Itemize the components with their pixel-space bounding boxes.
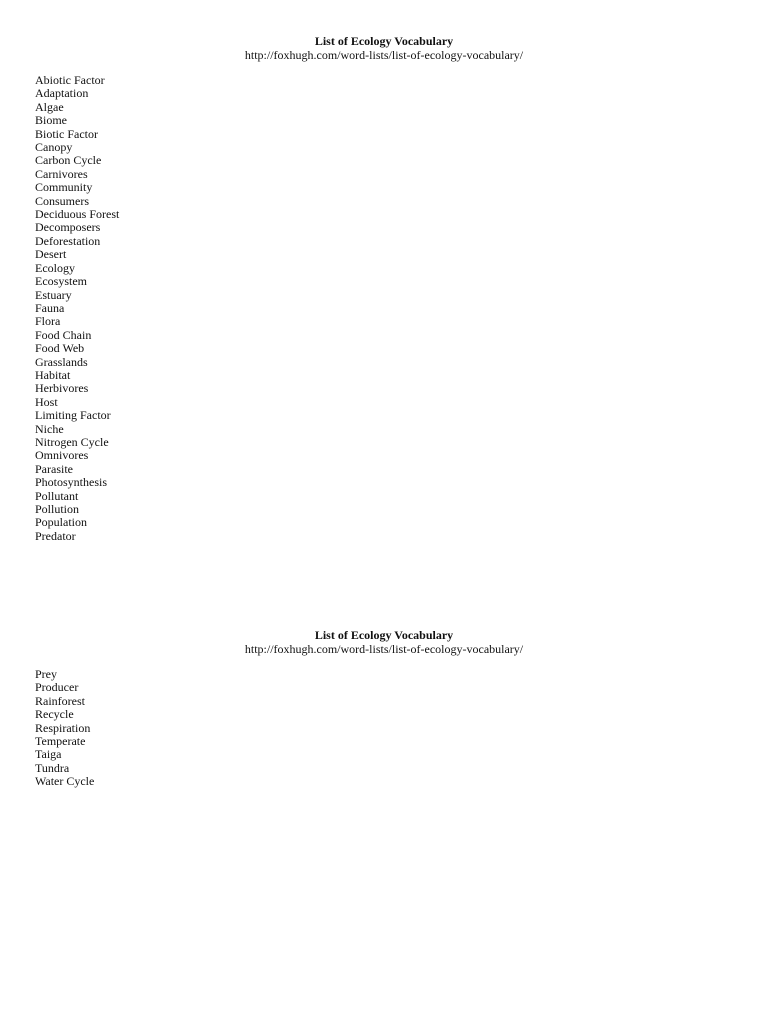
vocabulary-word: Ecology <box>35 260 75 275</box>
vocabulary-word: Carnivores <box>35 166 88 181</box>
page-section-1 <box>0 34 768 543</box>
page-header <box>0 34 768 62</box>
vocabulary-word: Habitat <box>35 367 71 382</box>
vocabulary-word: Food Chain <box>35 327 92 342</box>
vocabulary-word: Nitrogen Cycle <box>35 434 109 449</box>
vocabulary-word: Pollution <box>35 502 80 516</box>
page-title: List of Ecology Vocabulary <box>314 34 454 48</box>
vocabulary-word: Desert <box>35 247 67 262</box>
vocabulary-word: Abiotic Factor <box>35 73 105 87</box>
vocabulary-word: Limiting Factor <box>35 408 111 423</box>
vocabulary-word: Algae <box>35 99 64 114</box>
vocabulary-word: Consumers <box>35 193 89 208</box>
vocabulary-word: Deciduous Forest <box>35 207 120 222</box>
vocabulary-word: Taiga <box>35 747 62 762</box>
vocabulary-word: Population <box>35 515 88 530</box>
vocabulary-word: Parasite <box>35 461 73 476</box>
vocabulary-word: Estuary <box>35 287 72 302</box>
vocabulary-word: Predator <box>35 528 76 543</box>
vocabulary-word: Recycle <box>35 707 74 722</box>
vocabulary-list <box>35 668 768 789</box>
vocabulary-word: Water Cycle <box>35 774 95 789</box>
vocabulary-word: Host <box>35 394 58 409</box>
vocabulary-word: Deforestation <box>35 233 101 248</box>
vocabulary-word: Pollutant <box>35 488 79 503</box>
vocabulary-word: Food Web <box>35 341 85 356</box>
vocabulary-word: Decomposers <box>35 220 101 235</box>
vocabulary-word: Omnivores <box>35 448 89 463</box>
vocabulary-word: Carbon Cycle <box>35 153 102 168</box>
vocabulary-word: Canopy <box>35 140 73 155</box>
vocabulary-word: Fauna <box>35 300 65 315</box>
vocabulary-word: Prey <box>35 667 57 681</box>
vocabulary-word: Ecosystem <box>35 274 87 289</box>
vocabulary-word: Respiration <box>35 720 91 735</box>
vocabulary-word: Biome <box>35 113 67 128</box>
vocabulary-word: Herbivores <box>35 381 89 396</box>
vocabulary-list <box>35 74 768 543</box>
vocabulary-word: Producer <box>35 680 79 695</box>
page-title: List of Ecology Vocabulary <box>314 628 454 642</box>
vocabulary-word: Grasslands <box>35 354 88 369</box>
vocabulary-word: Biotic Factor <box>35 126 98 141</box>
vocabulary-word: Community <box>35 180 93 195</box>
vocabulary-word: Temperate <box>35 734 86 749</box>
source-url: http://foxhugh.com/word-lists/list-of-ecology-vocabulary/ <box>244 642 524 656</box>
vocabulary-word: Photosynthesis <box>35 475 108 490</box>
source-url: http://foxhugh.com/word-lists/list-of-ecology-vocabulary/ <box>244 48 524 62</box>
vocabulary-word: Adaptation <box>35 86 89 101</box>
vocabulary-word: Tundra <box>35 760 70 775</box>
page-section-2 <box>0 628 768 789</box>
page-header <box>0 628 768 656</box>
vocabulary-word: Rainforest <box>35 693 85 708</box>
vocabulary-word: Niche <box>35 421 64 436</box>
vocabulary-word: Flora <box>35 314 61 329</box>
